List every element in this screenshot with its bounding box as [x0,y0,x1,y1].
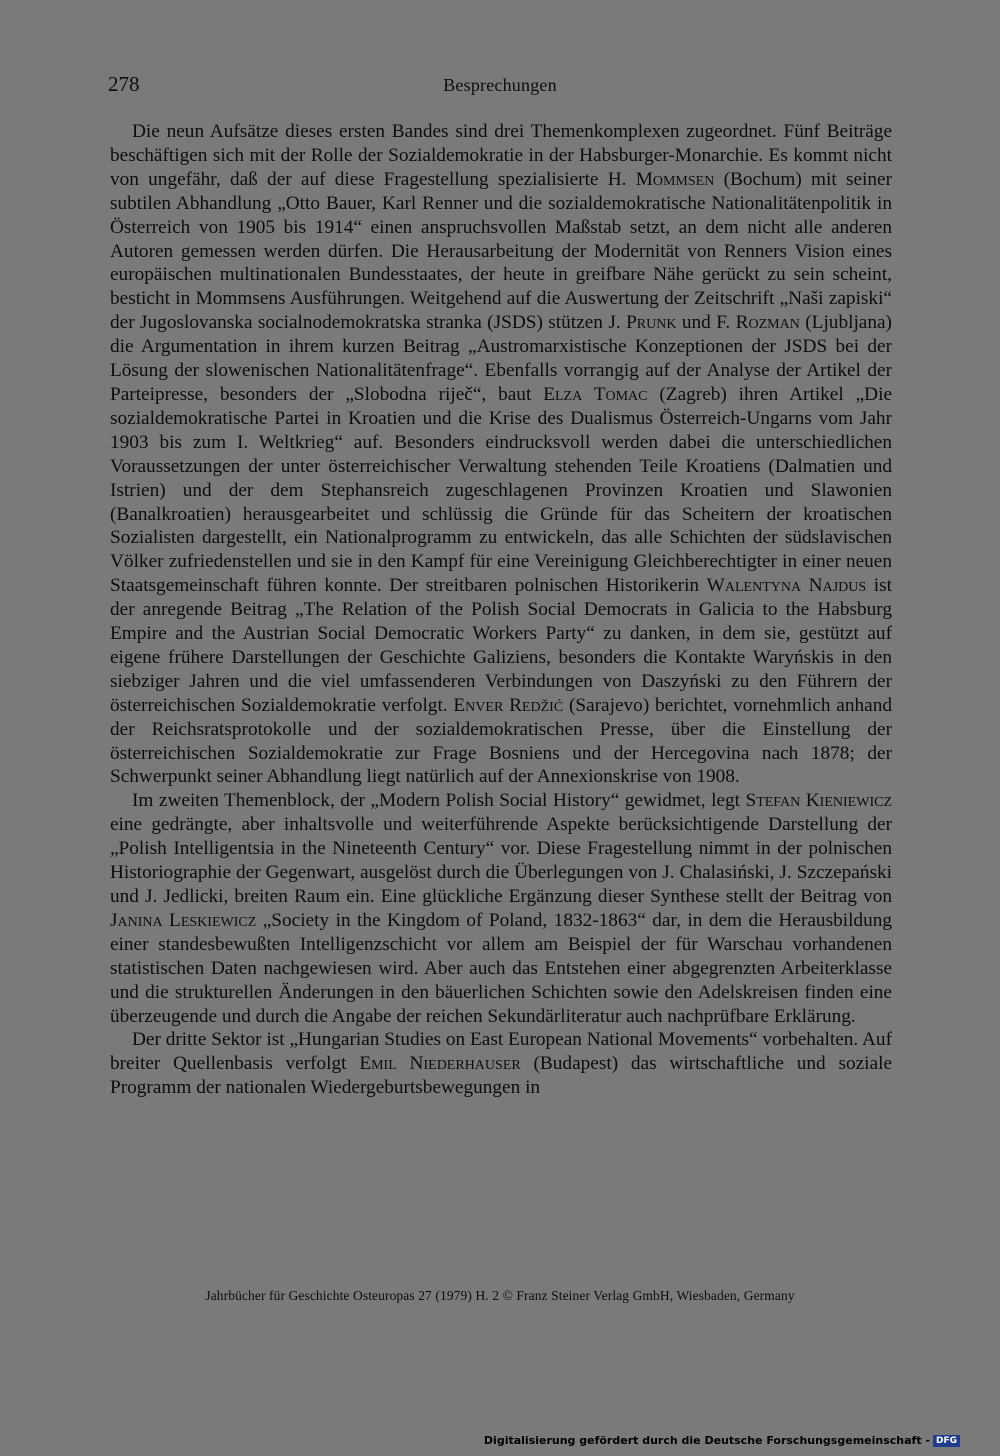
text-run: (Sarajevo) berichtet, vornehmlich anhand der Reichsratsprotokolle und der sozialdemokratischen Presse, über die Einstellung der österreichischen Sozialdemokratie zur Frage Bosniens und der Hercegovina nach 1878; der Schwerpunkt seiner Abhandlung liegt natürlich auf der Annexionskrise von 1908. [110,694,892,788]
digitization-notice [484,1434,960,1447]
author-name: Janina Leskiewicz [110,909,257,931]
text-run: (Budapest) das wirtschaftliche und soziale Programm der nationalen Wiedergeburtsbewegungen in [110,1053,893,1099]
page-number: 278 [108,72,140,96]
author-name: Elza Tomac [543,383,648,405]
author-name: Emil Niederhauser [359,1053,521,1075]
author-name: Mommsen [635,168,715,190]
text-run: „Society in the Kingdom of Poland, 1832-1863“ dar, in dem die Herausbildung einer standesbewußten Intelligenzschicht vor allem am Beispiel der für Warschau vorhandenen statistischen Daten nachgewiesen wird. Aber auch das Entstehen einer abgegrenzten Arbeiterklasse und die strukturellen Änderungen in den bäuerlichen Schichten sowie den Adelskreisen finden eine überzeugende und durch die Angabe der reichen Sekundärliteratur auch nachprüfbare Erklärung. [110,909,892,1027]
text-run: Im zweiten Themenblock, der „Modern Polish Social History“ gewidmet, legt [132,790,746,812]
text-run: eine gedrängte, aber inhaltsvolle und weiterführende Aspekte berücksichtigende Darstellung der „Polish Intelligentsia in the Nineteenth Century“ vor. Diese Fragestellung nimmt in der polnischen Historiographie der Gegenwart, ausgelöst durch die Überlegungen von J. Chalasiński, J. Szczepański und J. Jedlicki, breiten Raum ein. Eine glückliche Ergänzung dieser Synthese stellt der Beitrag von [110,814,892,907]
journal-footer: Jahrbücher für Geschichte Osteuropas 27 (1979) H. 2 © Franz Steiner Verlag GmbH, Wiesbaden, Germany [205,1288,795,1303]
paragraph [110,789,892,1028]
text-run: ist der anregende Beitrag „The Relation of the Polish Social Democrats in Galicia to the Habsburg Empire and the Austrian Social Democratic Workers Party“ zu danken, in dem sie, gestützt auf eigene frühere Darstellungen der Geschichte Galiziens, besonders die Kontakte Waryńskis in den siebziger Jahren und die viel umfassenderen Verbindungen von Daszyński zu den Führern der österreichischen Sozialdemokratie verfolgt. [110,575,892,716]
text-run: (Ljubljana) die Argumentation in ihrem kurzen Beitrag „Austromarxistische Konzeptionen der JSDS bei der Lösung der slowenischen Nationalitätenfrage“. Ebenfalls vorrangig auf der Analyse der Artikel der Parteipresse, besonders der „Slobodna riječ“, baut [110,312,892,405]
text-run: Der dritte Sektor ist „Hungarian Studies on East European National Movements“ vorbehalten. Auf breiter Quellenbasis verfolgt [110,1029,892,1075]
author-name: Enver Redžić [453,694,564,716]
text-run: Die neun Aufsätze dieses ersten Bandes sind drei Themenkomplexen zugeordnet. Fünf Beiträge beschäftigen sich mit der Rolle der Sozialdemokratie in der Habsburger-Monarchie. Es kommt nicht von ungefähr, daß der auf diese Fragestellung spezialisierte H. [110,121,892,190]
paragraph [110,120,892,789]
paragraph [110,1028,892,1100]
author-name: Stefan Kieniewicz [745,790,892,812]
text-run: und F. [676,312,736,334]
author-name: Walentyna Najdus [706,575,867,597]
running-head: Besprechungen [443,75,557,95]
text-run: (Zagreb) ihren Artikel „Die sozialdemokratische Partei in Kroatien und die Krise des Dualismus Österreich-Ungarns vom Jahr 1903 bis zum I. Weltkrieg“ auf. Besonders eindrucksvoll werden dabei die unterschiedlichen Voraussetzungen der unter österreichischer Verwaltung stehenden Teile Kroatiens (Dalmatien und Istrien) und der dem Stephansreich zugeschlagenen Provinzen Kroatien und Slawonien (Banalkroatien) herausgearbeitet und schlüssig die Gründe für das Scheitern der kroatischen Sozialisten dargestellt, ein Nationalprogramm zu entwickeln, das alle Schichten der südslavischen Völker zufriedenstellen und sie in den Kampf für eine Vereinigung Gleichberechtigter in einer neuen Staatsgemeinschaft führen konnte. Der streitbaren polnischen Historikerin [110,383,892,597]
text-run: (Bochum) mit seiner subtilen Abhandlung „Otto Bauer, Karl Renner und die sozialdemokratische Nationalitätenpolitik in Österreich von 1905 bis 1914“ einen anspruchsvollen Maßstab setzt, an dem nicht alle anderen Autoren gemessen werden dürfen. Die Herausarbeitung der Modernität von Renners Vision eines europäischen multinationalen Bundesstaates, der heute in greifbare Nähe gerückt zu sein scheint, besticht in Mommsens Ausführungen. Weitgehend auf die Auswertung der Zeitschrift „Naši zapiski“ der Jugoslovanska socialnodemokratska stranka (JSDS) stützen J. [110,168,892,334]
digitization-text: Digitalisierung gefördert durch die Deutsche Forschungsgemeinschaft - [483,1434,930,1447]
page-header [108,72,892,102]
dfg-logo-icon: DFG [933,1435,960,1447]
author-name: Prunk [626,312,677,334]
review-body [110,120,892,1100]
author-name: Rozman [735,312,800,334]
